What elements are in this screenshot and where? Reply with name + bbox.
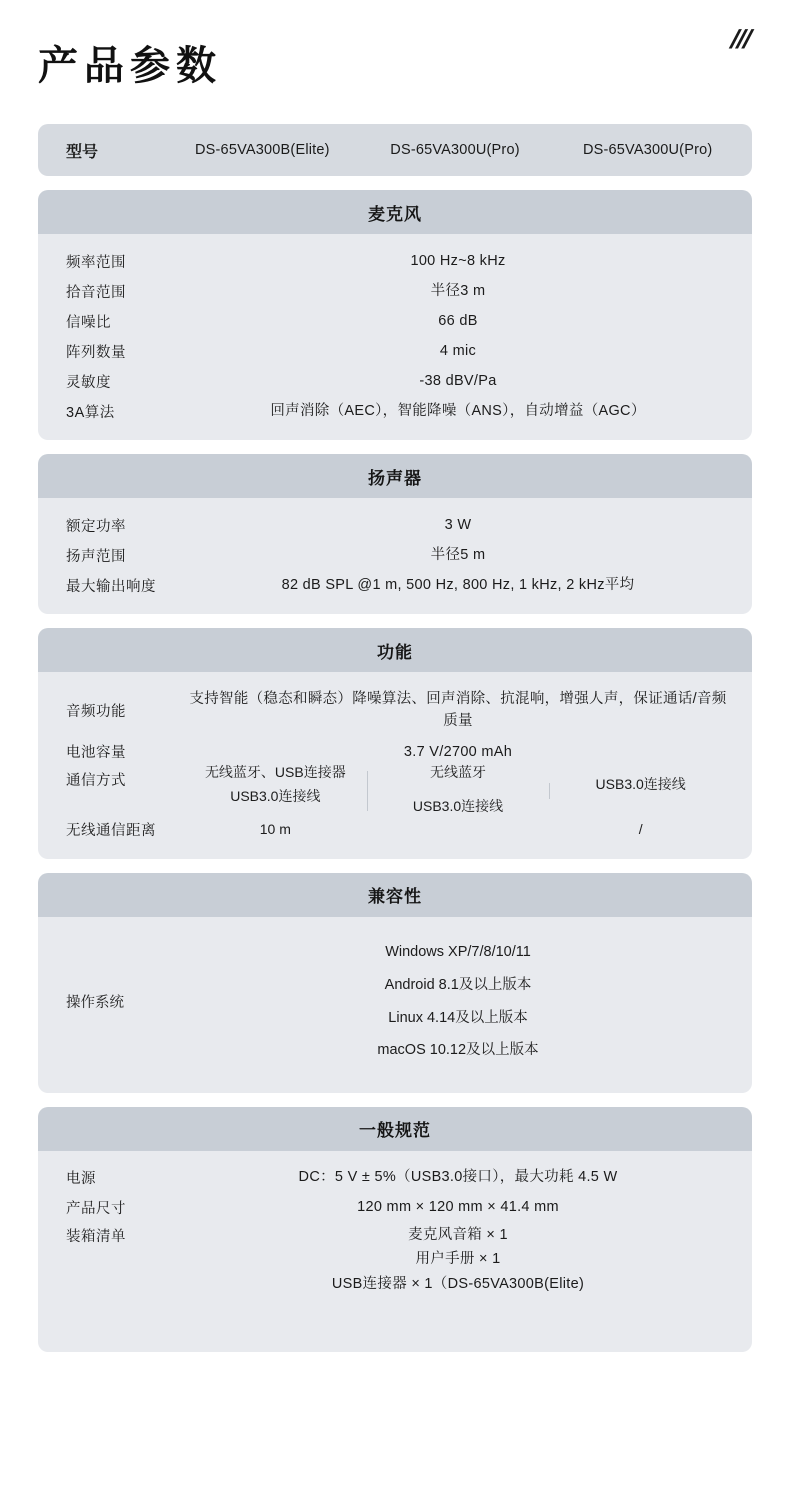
row-key: 3A算法 (66, 404, 115, 421)
table-row-os (38, 929, 752, 1079)
section-body (38, 672, 752, 859)
table-row (38, 396, 752, 426)
os-item: Windows XP/7/8/10/11 (385, 944, 531, 961)
page-title: 产品参数 (38, 44, 222, 88)
communication-columns (184, 763, 732, 815)
table-row-communication (38, 763, 752, 815)
row-value: 100 Hz~8 kHz (410, 252, 506, 269)
row-value: 回声消除（AEC），智能降噪（ANS），自动增益（AGC） (270, 402, 646, 419)
row-value: 4 mic (439, 342, 477, 359)
section-body (38, 917, 752, 1093)
model-label: 型号 (66, 143, 99, 161)
section-bottom-spacer (38, 1296, 752, 1338)
packing-item: 用户手册 × 1 (415, 1251, 501, 1268)
row-key: 扬声范围 (66, 548, 126, 565)
section-title: 一般规范 (38, 1107, 752, 1151)
section-title: 麦克风 (38, 190, 752, 234)
section-title: 兼容性 (38, 873, 752, 917)
comm-line: USB3.0连接线 (230, 787, 321, 804)
row-key: 操作系统 (66, 995, 124, 1012)
model-column: DS-65VA300B(Elite) (194, 142, 330, 158)
section-microphone (38, 190, 752, 440)
os-item: Linux 4.14及以上版本 (388, 1009, 528, 1026)
row-value: 82 dB SPL @1 m, 500 Hz, 800 Hz, 1 kHz, 2 kHz平均 (281, 576, 635, 593)
section-title: 扬声器 (38, 454, 752, 498)
section-body (38, 1151, 752, 1353)
row-key: 最大输出响度 (66, 578, 156, 595)
comm-line: 无线蓝牙 (430, 763, 486, 780)
communication-col-3 (549, 775, 732, 803)
row-key: 产品尺寸 (66, 1201, 126, 1218)
row-value: 3.7 V/2700 mAh (403, 743, 513, 760)
table-row-packing (38, 1223, 752, 1297)
model-column: DS-65VA300U(Pro) (390, 142, 520, 158)
communication-col-2 (367, 763, 550, 815)
table-row (38, 276, 752, 306)
section-function (38, 628, 752, 859)
section-compatibility (38, 873, 752, 1093)
section-title: 功能 (38, 628, 752, 672)
section-body (38, 234, 752, 440)
table-row (38, 1193, 752, 1223)
row-key: 音频功能 (66, 703, 126, 720)
comm-line: USB3.0连接线 (412, 797, 504, 814)
distance-col-3: / (638, 820, 643, 837)
row-key: 电池容量 (66, 745, 126, 762)
os-item: Android 8.1及以上版本 (384, 976, 532, 993)
slashes-decoration-icon: /// (729, 24, 753, 54)
table-row (38, 246, 752, 276)
row-value: 半径3 m (430, 282, 486, 299)
row-key: 无线通信距离 (66, 823, 156, 840)
table-row-distance (38, 815, 752, 845)
model-column: DS-65VA300U(Pro) (582, 142, 713, 158)
table-row (38, 510, 752, 540)
row-value: 支持智能（稳态和瞬态）降噪算法、回声消除、抗混响，增强人声，保证通话/音频质量 (189, 691, 727, 730)
table-row (38, 336, 752, 366)
packing-item: USB连接器 × 1（DS-65VA300B(Elite) (331, 1275, 585, 1292)
table-row (38, 1163, 752, 1193)
model-header-row (38, 124, 752, 176)
row-key: 拾音范围 (66, 284, 126, 301)
model-columns (166, 142, 752, 158)
row-value-packing (184, 1223, 732, 1297)
row-key: 电源 (66, 1171, 96, 1188)
table-row (38, 540, 752, 570)
row-key: 信噪比 (66, 314, 111, 331)
table-row (38, 570, 752, 600)
row-key: 阵列数量 (66, 344, 126, 361)
spec-table (38, 124, 752, 1352)
row-key: 频率范围 (66, 254, 126, 271)
row-value: -38 dBV/Pa (419, 372, 497, 389)
row-value: DC：5 V ± 5%（USB3.0接口），最大功耗 4.5 W (298, 1169, 618, 1186)
section-speaker (38, 454, 752, 614)
row-key: 额定功率 (66, 518, 126, 535)
section-body (38, 498, 752, 614)
row-key: 灵敏度 (66, 374, 111, 391)
row-value: 120 mm × 120 mm × 41.4 mm (357, 1199, 559, 1216)
table-row (38, 366, 752, 396)
distance-columns (184, 818, 732, 842)
row-key: 装箱清单 (66, 1228, 126, 1245)
packing-list (184, 1223, 732, 1297)
comm-line: USB3.0连接线 (595, 775, 686, 792)
packing-item: 麦克风音箱 × 1 (408, 1226, 508, 1243)
row-value: 3 W (444, 516, 472, 533)
os-item: macOS 10.12及以上版本 (377, 1042, 539, 1059)
section-general (38, 1107, 752, 1353)
table-row (38, 684, 752, 737)
row-value: 半径5 m (430, 546, 486, 563)
row-value-os (184, 936, 732, 1067)
page-header (38, 0, 752, 104)
table-row (38, 306, 752, 336)
distance-col-1: 10 m (259, 820, 291, 837)
row-value: 66 dB (438, 312, 478, 329)
comm-line: 无线蓝牙、USB连接器 (204, 763, 346, 780)
communication-col-1 (184, 763, 367, 815)
row-key: 通信方式 (66, 772, 126, 789)
